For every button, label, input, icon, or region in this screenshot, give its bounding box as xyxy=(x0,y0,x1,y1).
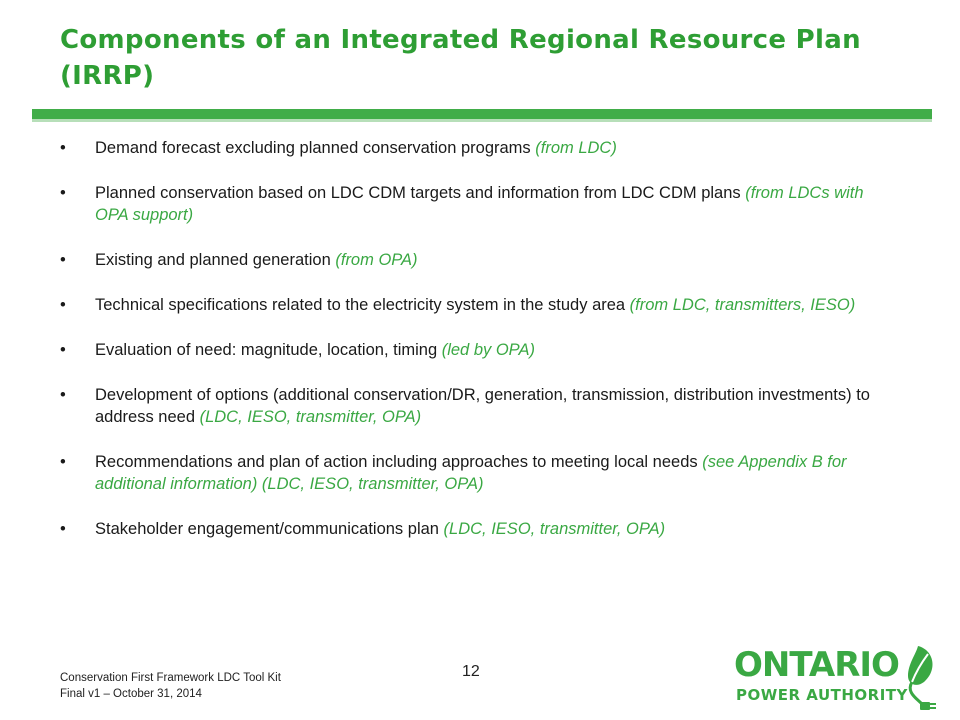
bullet-text: Development of options (additional conservation/DR, generation, transmission, distribution investments) to address need xyxy=(95,386,870,426)
footer-line-2: Final v1 – October 31, 2014 xyxy=(60,688,202,700)
leaf-plug-icon xyxy=(898,642,940,714)
bullet-source: (from LDCs with OPA support) xyxy=(95,184,864,224)
bullet-text: Evaluation of need: magnitude, location, timing xyxy=(95,341,442,359)
bullet-text: Planned conservation based on LDC CDM targets and information from LDC CDM plans xyxy=(95,184,746,202)
title-divider xyxy=(32,109,932,119)
bullet-source: (from LDC, transmitters, IESO) xyxy=(629,296,856,314)
bullet-mark: • xyxy=(60,453,66,471)
bullet-text: Technical specifications related to the electricity system in the study area xyxy=(95,296,630,314)
bullet-source: (from LDC) xyxy=(535,139,617,157)
bullet-mark: • xyxy=(60,139,66,157)
bullet-text: Existing and planned generation xyxy=(95,251,336,269)
bullet-list xyxy=(60,137,900,563)
bullet-item-planned-conservation xyxy=(60,182,900,226)
page-number: 12 xyxy=(462,663,480,680)
bullet-item-stakeholder-engagement xyxy=(60,518,900,540)
bullet-text: Stakeholder engagement/communications plan xyxy=(95,520,444,538)
bullet-source: (LDC, IESO, transmitter, OPA) xyxy=(443,520,666,538)
bullet-item-recommendations xyxy=(60,451,900,495)
footer-caption xyxy=(60,670,281,702)
slide-title: Components of an Integrated Regional Resource Plan (IRRP) xyxy=(60,25,861,91)
bullet-item-technical-specs xyxy=(60,294,900,316)
bullet-item-demand-forecast xyxy=(60,137,900,159)
bullet-item-evaluation-of-need xyxy=(60,339,900,361)
bullet-item-generation xyxy=(60,249,900,271)
bullet-source: (led by OPA) xyxy=(441,341,535,359)
bullet-source: (see Appendix B for additional information) (LDC, IESO, transmitter, OPA) xyxy=(95,453,847,493)
bullet-mark: • xyxy=(60,184,66,202)
logo-word-ontario: ONTARIO xyxy=(734,645,899,685)
bullet-mark: • xyxy=(60,520,66,538)
bullet-source: (from OPA) xyxy=(335,251,418,269)
bullet-mark: • xyxy=(60,251,66,269)
bullet-source: (LDC, IESO, transmitter, OPA) xyxy=(199,408,422,426)
title-divider-shadow xyxy=(32,119,932,122)
footer-line-1: Conservation First Framework LDC Tool Kit xyxy=(60,672,281,684)
bullet-text: Recommendations and plan of action including approaches to meeting local needs xyxy=(95,453,703,471)
bullet-item-development-of-options xyxy=(60,384,900,428)
bullet-text: Demand forecast excluding planned conservation programs xyxy=(95,139,536,157)
bullet-mark: • xyxy=(60,341,66,359)
ontario-power-authority-logo xyxy=(730,642,940,714)
bullet-mark: • xyxy=(60,386,66,404)
bullet-mark: • xyxy=(60,296,66,314)
logo-word-power-authority: POWER AUTHORITY xyxy=(736,686,908,704)
